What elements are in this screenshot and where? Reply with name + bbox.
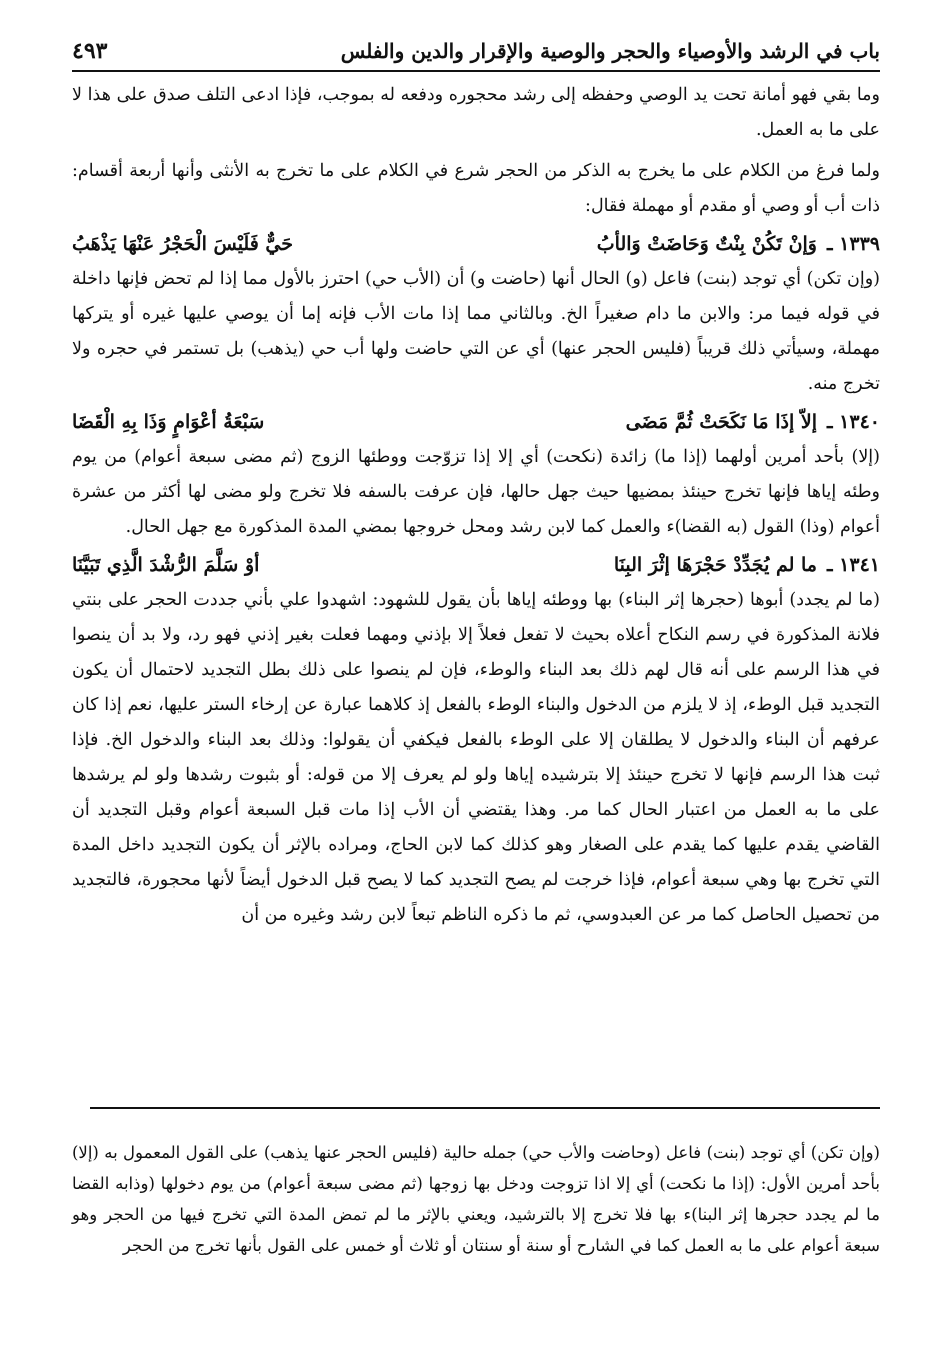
header-title: باب في الرشد والأوصياء والحجر والوصية والإقرار والدين والفلس	[340, 39, 880, 63]
verse-number: ١٣٣٩ ـ	[826, 233, 880, 255]
verse-number: ١٣٤٠ ـ	[826, 411, 880, 433]
verse-1339	[72, 226, 880, 262]
commentary-1339: (وإن تكن) أي توجد (بنت) فاعل (و) الحال أنها (حاضت و) أن (الأب حي) احترز بالأول مما إذا لم تحض فإنها داخلة في قوله فيما مر: والابن ما دام صغيراً الخ. وبالثاني مما إذا مات الأب فإنه إما أن يوصي عليها غيره أو يتركها مهملة، وسيأتي ذلك قريباً (فليس الحجر عنها) أي عن التي حاضت ولها أب حي (يذهب) بل تستمر في حجره ولا تخرج منه.	[72, 269, 880, 394]
verse-hemistich-second: حَيٌّ فَلَيْسَ الْحَجْرُ عَنْهَا يَذْهَبُ	[72, 233, 294, 255]
verse-1341	[72, 547, 880, 583]
paragraph-1: وما بقي فهو أمانة تحت يد الوصي وحفظه إلى رشد محجوره ودفعه له بموجب، فإذا ادعى التلف صدق على هذا لا على ما به العمل.	[72, 85, 880, 140]
main-text	[72, 78, 880, 933]
running-header	[72, 34, 880, 72]
verse-1340	[72, 404, 880, 440]
verse-hemistich-second: أوْ سَلَّمَ الرُّشْدَ الَّذِي تَبَيَّنَا	[72, 554, 260, 576]
verse-number: ١٣٤١ ـ	[826, 554, 880, 576]
verse-hemistich-first: ما لم يُجَدِّدْ حَجْرَهَا إثْرَ البِنَا	[613, 554, 817, 576]
commentary-1341: (ما لم يجدد) أبوها (حجرها إثر البناء) بها ووطئه إياها بأن يقول للشهود: اشهدوا علي بأني جددت الحجر على بنتي فلانة المذكورة في رسم النكاح أعلاه بحيث لا تفعل فعلاً إلا بإذني ومهما فعلت بغير إذني فهو رد، ولا بد أن ينصوا في هذا الرسم على أنه قال لهم ذلك بعد البناء والوطء، فإن لم ينصوا على ذلك بطل التجديد لاحتمال أن يكون التجديد قبل الوطء، إذ لا يلزم من الدخول والبناء الوطء بالفعل إذ كلاهما عبارة عن إرخاء الستر عليها، نعم إذا كان عرفهم أن البناء والدخول لا يطلقان إلا على الوطء بالفعل فيكفي أن يقولوا: وذلك بعد البناء والدخول الخ. فإذا ثبت هذا الرسم فإنها لا تخرج حينئذ إلا بترشيده إياها ولو لم يعرف إلا من قوله: أو بثبوت رشدها ولو لم يرشدها على ما به العمل من اعتبار الحال كما مر. وهذا يقتضي أن الأب إذا مات قبل السبعة أعوام وقبل التجديد أن القاضي يقدم عليها كما يقدم على الصغار وهو كذلك كما لابن الحاج، ومراده بالإثر أن يكون التجديد داخل المدة التي تخرج بها وهي سبعة أعوام، فإذا خرجت لم يصح التجديد كما لا يصح قبل الدخول أيضاً لأنها محجورة، فالتجديد من تحصيل الحاصل كما مر عن العبدوسي، ثم ما ذكره الناظم تبعاً لابن رشد وغيره من أن	[72, 590, 880, 925]
commentary-1340: (إلا) بأحد أمرين أولهما (إذا ما) زائدة (نكحت) أي إلا إذا تزوّجت ووطئها الزوج (ثم مضى سبعة أعوام) من يوم وطئه إياها فإنها تخرج حينئذ بمضيها حيث جهل حالها، فإن عرفت بالسفه فلا تخرج ولو مضى لها أكثر من عشرة أعوام (وذا) القول (به القضا)ء والعمل كما لابن رشد ومحل خروجها بمضي المدة المذكورة مع جهل الحال.	[72, 447, 880, 537]
verse-hemistich-second: سَبْعَةُ أعْوَامٍ وَذَا بِهِ الْقَضَا	[72, 411, 265, 433]
page-number: ٤٩٣	[72, 38, 108, 64]
verse-hemistich-first: إلاّ إذَا مَا نَكَحَتْ ثُمَّ مَضَى	[625, 411, 817, 433]
verse-hemistich-first: وَإنْ تَكُنْ بِنْتٌ وَحَاضَتْ وَالأبُ	[596, 233, 817, 255]
footnote: (وإن تكن) أي توجد (بنت) فاعل (وحاضت والأب حي) جمله حالية (فليس الحجر عنها يذهب) على القول المعمول به (إلا) بأحد أمرين الأول: (إذا ما نكحت) أي إلا اذا تزوجت ودخل بها زوجها (ثم مضى سبعة أعوام) من يوم دخولها (وذابه القضا ما لم يجدد حجرها إثر البنا)ء بها فلا تخرج إلا بالترشيد، ويعني بالإثر ما لم تمض المدة التي تخرج فيها من الحجر وهو سبعة أعوام على ما به العمل كما في الشارح أو سنة أو سنتان أو ثلاث أو خمس على القول بأنها تخرج من الحجر	[72, 1142, 880, 1255]
page	[72, 34, 880, 1255]
footnote-divider	[90, 1107, 880, 1109]
paragraph-2: ولما فرغ من الكلام على ما يخرج به الذكر من الحجر شرع في الكلام على ما تخرج به الأنثى وأنها أربعة أقسام: ذات أب أو وصي أو مقدم أو مهملة فقال:	[72, 161, 880, 216]
